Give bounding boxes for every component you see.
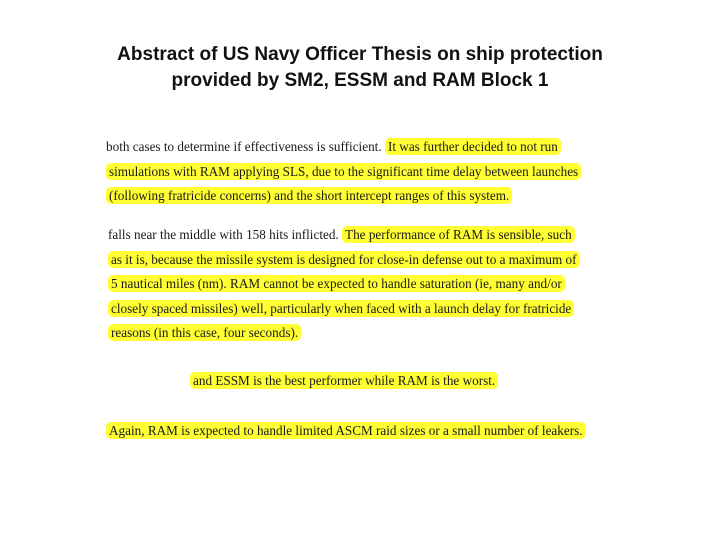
excerpt-2-line-4 [108, 299, 574, 318]
highlighted-text: closely spaced missiles) well, particularly when faced with a launch delay for fratricide [108, 300, 574, 317]
page-title [0, 42, 720, 94]
highlighted-text: simulations with RAM applying SLS, due to the significant time delay between launches [106, 163, 581, 180]
excerpt-2-line-1 [108, 225, 575, 244]
plain-text: falls near the middle with 158 hits inflicted. [108, 227, 339, 242]
excerpt-1-line-2 [106, 162, 581, 181]
plain-text: both cases to determine if effectiveness is sufficient. [106, 139, 382, 154]
title-line-1: Abstract of US Navy Officer Thesis on ship protection [117, 44, 603, 65]
highlighted-text: and ESSM is the best performer while RAM is the worst. [190, 372, 498, 389]
excerpt-2-line-3 [108, 274, 565, 293]
excerpt-1-line-3 [106, 186, 512, 205]
title-line-2: provided by SM2, ESSM and RAM Block 1 [171, 70, 549, 91]
excerpt-2-line-5 [108, 323, 301, 342]
highlighted-text: reasons (in this case, four seconds). [108, 324, 301, 341]
excerpt-1-line-1 [106, 137, 561, 156]
highlighted-text: as it is, because the missile system is designed for close-in defense out to a maximum of [108, 251, 580, 268]
highlighted-text: The performance of RAM is sensible, such [342, 226, 575, 243]
highlighted-text: Again, RAM is expected to handle limited ASCM raid sizes or a small number of leakers. [106, 422, 586, 439]
highlighted-text: It was further decided to not run [385, 138, 561, 155]
excerpt-4-line-1 [106, 421, 586, 440]
excerpt-2-line-2 [108, 250, 580, 269]
highlighted-text: 5 nautical miles (nm). RAM cannot be expected to handle saturation (ie, many and/or [108, 275, 565, 292]
highlighted-text: (following fratricide concerns) and the short intercept ranges of this system. [106, 187, 512, 204]
excerpt-3-line-1 [190, 371, 498, 390]
